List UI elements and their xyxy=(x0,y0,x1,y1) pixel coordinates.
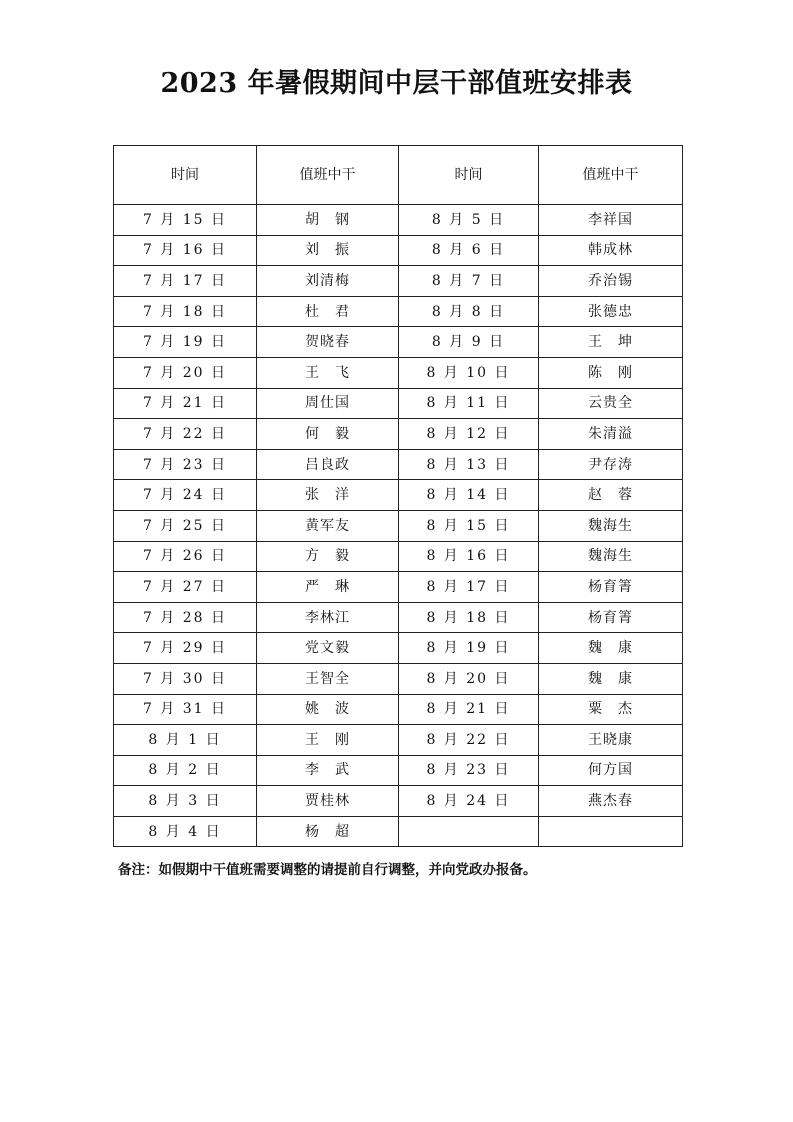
column-header-cadre-2: 值班中干 xyxy=(539,146,683,205)
table-row xyxy=(114,357,683,388)
table-row xyxy=(114,725,683,756)
duty-cadre-cell: 粟 杰 xyxy=(539,694,683,725)
duty-date-cell: 8 月 1 日 xyxy=(114,725,257,756)
duty-cadre-cell: 杨育箐 xyxy=(539,572,683,603)
duty-date-cell: 8 月 9 日 xyxy=(399,327,539,358)
duty-date-cell: 8 月 19 日 xyxy=(399,633,539,664)
duty-date-cell: 8 月 23 日 xyxy=(399,755,539,786)
duty-cadre-cell: 严 琳 xyxy=(257,572,399,603)
table-row xyxy=(114,541,683,572)
duty-cadre-cell: 陈 刚 xyxy=(539,357,683,388)
duty-cadre-cell: 王 刚 xyxy=(257,725,399,756)
duty-cadre-cell: 王晓康 xyxy=(539,725,683,756)
duty-cadre-cell: 云贵全 xyxy=(539,388,683,419)
duty-cadre-cell: 胡 钢 xyxy=(257,205,399,236)
duty-cadre-cell: 刘清梅 xyxy=(257,266,399,297)
duty-cadre-cell: 周仕国 xyxy=(257,388,399,419)
duty-date-cell: 8 月 10 日 xyxy=(399,357,539,388)
table-row xyxy=(114,327,683,358)
remark-note: 备注：如假期中干值班需要调整的请提前自行调整，并向党政办报备。 xyxy=(118,862,537,878)
table-row xyxy=(114,205,683,236)
table-row xyxy=(114,786,683,817)
duty-date-cell: 8 月 12 日 xyxy=(399,419,539,450)
duty-date-cell: 8 月 17 日 xyxy=(399,572,539,603)
table-row xyxy=(114,816,683,847)
duty-date-cell: 7 月 26 日 xyxy=(114,541,257,572)
duty-cadre-cell: 王 飞 xyxy=(257,357,399,388)
table-row xyxy=(114,633,683,664)
duty-date-cell: 7 月 24 日 xyxy=(114,480,257,511)
duty-date-cell xyxy=(399,816,539,847)
duty-date-cell: 7 月 20 日 xyxy=(114,357,257,388)
duty-cadre-cell: 贺晓春 xyxy=(257,327,399,358)
duty-date-cell: 8 月 6 日 xyxy=(399,235,539,266)
duty-cadre-cell: 魏海生 xyxy=(539,541,683,572)
duty-cadre-cell: 李祥国 xyxy=(539,205,683,236)
duty-cadre-cell: 吕良政 xyxy=(257,449,399,480)
duty-date-cell: 8 月 21 日 xyxy=(399,694,539,725)
table-row xyxy=(114,449,683,480)
duty-date-cell: 8 月 11 日 xyxy=(399,388,539,419)
duty-date-cell: 8 月 20 日 xyxy=(399,663,539,694)
duty-cadre-cell: 乔治锡 xyxy=(539,266,683,297)
column-header-date-1: 时间 xyxy=(114,146,257,205)
duty-date-cell: 8 月 18 日 xyxy=(399,602,539,633)
duty-cadre-cell: 贾桂林 xyxy=(257,786,399,817)
duty-cadre-cell: 王 坤 xyxy=(539,327,683,358)
table-row xyxy=(114,602,683,633)
duty-cadre-cell: 魏 康 xyxy=(539,663,683,694)
duty-cadre-cell xyxy=(539,816,683,847)
table-row xyxy=(114,419,683,450)
duty-date-cell: 8 月 15 日 xyxy=(399,510,539,541)
duty-date-cell: 7 月 17 日 xyxy=(114,266,257,297)
duty-date-cell: 8 月 5 日 xyxy=(399,205,539,236)
duty-date-cell: 8 月 8 日 xyxy=(399,296,539,327)
table-row xyxy=(114,235,683,266)
duty-cadre-cell: 杨育箐 xyxy=(539,602,683,633)
duty-date-cell: 7 月 22 日 xyxy=(114,419,257,450)
duty-date-cell: 7 月 27 日 xyxy=(114,572,257,603)
duty-cadre-cell: 刘 振 xyxy=(257,235,399,266)
duty-date-cell: 7 月 30 日 xyxy=(114,663,257,694)
table-row xyxy=(114,694,683,725)
duty-date-cell: 8 月 14 日 xyxy=(399,480,539,511)
duty-date-cell: 7 月 31 日 xyxy=(114,694,257,725)
duty-date-cell: 7 月 19 日 xyxy=(114,327,257,358)
table-row xyxy=(114,663,683,694)
table-row xyxy=(114,480,683,511)
duty-date-cell: 7 月 15 日 xyxy=(114,205,257,236)
table-header-row xyxy=(114,146,683,205)
duty-cadre-cell: 韩成林 xyxy=(539,235,683,266)
duty-cadre-cell: 李林江 xyxy=(257,602,399,633)
duty-cadre-cell: 张 洋 xyxy=(257,480,399,511)
duty-date-cell: 8 月 22 日 xyxy=(399,725,539,756)
duty-cadre-cell: 魏海生 xyxy=(539,510,683,541)
duty-cadre-cell: 张德忠 xyxy=(539,296,683,327)
duty-date-cell: 7 月 29 日 xyxy=(114,633,257,664)
column-header-cadre-1: 值班中干 xyxy=(257,146,399,205)
table-row xyxy=(114,510,683,541)
duty-date-cell: 8 月 4 日 xyxy=(114,816,257,847)
duty-date-cell: 8 月 16 日 xyxy=(399,541,539,572)
table-row xyxy=(114,572,683,603)
duty-cadre-cell: 何 毅 xyxy=(257,419,399,450)
duty-cadre-cell: 杜 君 xyxy=(257,296,399,327)
duty-date-cell: 7 月 16 日 xyxy=(114,235,257,266)
table-row xyxy=(114,266,683,297)
duty-date-cell: 7 月 23 日 xyxy=(114,449,257,480)
duty-date-cell: 7 月 21 日 xyxy=(114,388,257,419)
duty-date-cell: 7 月 25 日 xyxy=(114,510,257,541)
duty-date-cell: 8 月 24 日 xyxy=(399,786,539,817)
duty-date-cell: 8 月 13 日 xyxy=(399,449,539,480)
duty-schedule-table xyxy=(113,145,683,847)
page-title: 2023 年暑假期间中层干部值班安排表 xyxy=(160,68,633,99)
duty-cadre-cell: 魏 康 xyxy=(539,633,683,664)
duty-date-cell: 8 月 2 日 xyxy=(114,755,257,786)
duty-cadre-cell: 方 毅 xyxy=(257,541,399,572)
duty-cadre-cell: 尹存涛 xyxy=(539,449,683,480)
duty-date-cell: 8 月 3 日 xyxy=(114,786,257,817)
duty-cadre-cell: 姚 波 xyxy=(257,694,399,725)
duty-cadre-cell: 杨 超 xyxy=(257,816,399,847)
duty-date-cell: 8 月 7 日 xyxy=(399,266,539,297)
duty-cadre-cell: 党文毅 xyxy=(257,633,399,664)
table-row xyxy=(114,388,683,419)
duty-date-cell: 7 月 28 日 xyxy=(114,602,257,633)
duty-cadre-cell: 黄军友 xyxy=(257,510,399,541)
duty-cadre-cell: 燕杰春 xyxy=(539,786,683,817)
table-row xyxy=(114,755,683,786)
column-header-date-2: 时间 xyxy=(399,146,539,205)
duty-cadre-cell: 朱清溢 xyxy=(539,419,683,450)
duty-cadre-cell: 王智全 xyxy=(257,663,399,694)
duty-cadre-cell: 赵 蓉 xyxy=(539,480,683,511)
table-row xyxy=(114,296,683,327)
duty-date-cell: 7 月 18 日 xyxy=(114,296,257,327)
duty-cadre-cell: 李 武 xyxy=(257,755,399,786)
duty-cadre-cell: 何方国 xyxy=(539,755,683,786)
